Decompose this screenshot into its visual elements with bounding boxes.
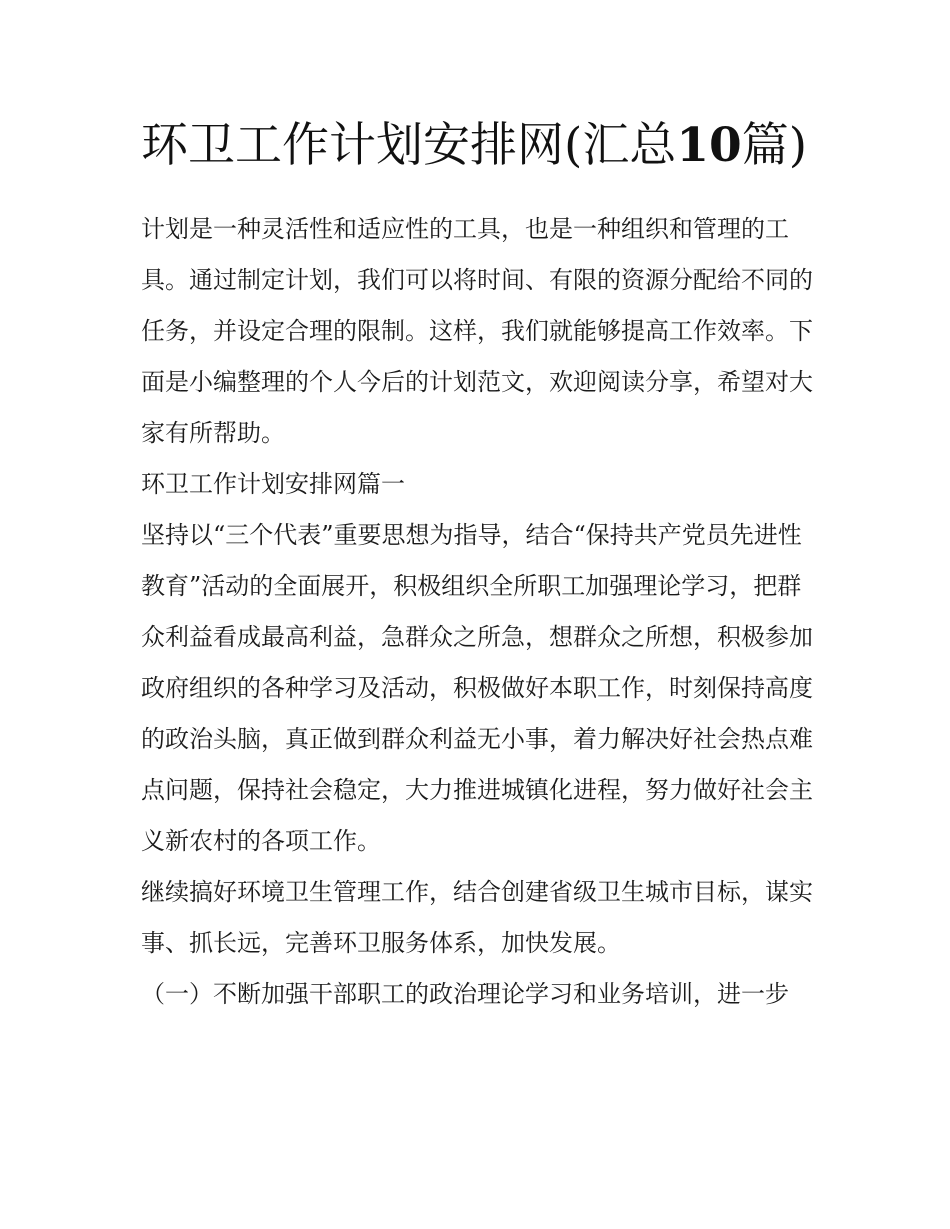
intro-paragraph: 计划是一种灵活性和适应性的工具，也是一种组织和管理的工具。通过制定计划，我们可以将时间、有限的资源分配给不同的任务，并设定合理的限制。这样，我们就能够提高工作效率。下面是小编整理的个人今后的计划范文，欢迎阅读分享，希望对大家有所帮助。 xyxy=(141,215,813,447)
body-paragraph: 继续搞好环境卫生管理工作，结合创建省级卫生城市目标，谋实事、抓长远，完善环卫服务体系，加快发展。 xyxy=(141,878,813,957)
document-content xyxy=(141,112,813,1020)
document-title: 环卫工作计划安排网(汇总10篇) xyxy=(141,118,808,173)
section-heading: 环卫工作计划安排网篇一 xyxy=(141,470,405,498)
body-paragraph: （一）不断加强干部职工的政治理论学习和业务培训，进一步 xyxy=(141,980,789,1008)
body-paragraph: 坚持以“三个代表”重要思想为指导，结合“保持共产党员先进性教育”活动的全面展开，积极组织全所职工加强理论学习，把群众利益看成最高利益，急群众之所急，想群众之所想，积极参加政府组织的各种学习及活动，积极做好本职工作，时刻保持高度的政治头脑，真正做到群众利益无小事，着力解决好社会热点难点问题，保持社会稳定，大力推进城镇化进程，努力做好社会主义新农村的各项工作。 xyxy=(141,521,813,855)
